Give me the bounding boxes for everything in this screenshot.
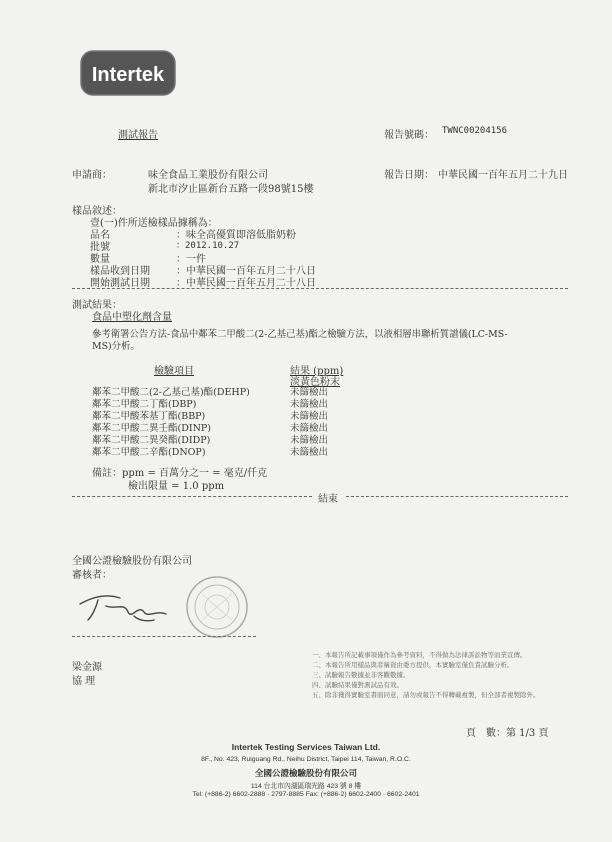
end-marker: 結束 [318, 494, 338, 505]
divider-end-right [346, 496, 568, 497]
page-number: 頁 數：第 1/3 頁 [466, 728, 549, 739]
sample-value-test-start: ：中華民國一百年五月二十八日 [176, 278, 316, 289]
table-row-result: 未篩檢出 [290, 411, 329, 422]
column-header-sample: 淡黃色粉末 [290, 377, 340, 388]
divider-end-left [72, 496, 312, 497]
footer-company-zh: 全國公證檢驗股份有限公司 [254, 768, 357, 778]
remark-units: 備註：ppm = 百萬分之一 = 毫克/仟克 [92, 468, 268, 479]
reviewer-label: 審核者： [72, 570, 112, 581]
sample-label-batch: 批號 [90, 242, 110, 253]
table-row-item: 鄰苯二甲酸二辛酯(DNOP) [92, 447, 206, 458]
report-date-label: 報告日期： [384, 170, 434, 181]
sample-label-product: 品名 [90, 230, 110, 241]
intertek-logo [80, 50, 176, 96]
disclaimer-item: 三、試驗報告數據並非客觀數據。 [312, 671, 410, 679]
report-no-label: 報告號碼： [384, 130, 434, 141]
signer-title: 協 理 [72, 676, 96, 687]
sample-label-test-start: 開始測試日期 [90, 278, 150, 289]
disclaimer-item: 五、除非獲得實驗室書面同意，請勿或報告不得轉載複製，但全部者複製除外。 [312, 691, 540, 699]
table-row-result: 未篩檢出 [290, 423, 329, 434]
doc-type: 測試報告 [118, 130, 158, 141]
report-no: TWNC00204156 [442, 126, 508, 136]
results-subtitle: 食品中塑化劑含量 [92, 312, 172, 323]
logo-text: Intertek [91, 64, 165, 86]
company-seal [184, 574, 250, 640]
signer-name: 梁金源 [72, 662, 102, 673]
table-row-result: 未篩檢出 [290, 387, 329, 398]
disclaimer-item: 四、試驗結果僅對測試品有效。 [312, 681, 403, 689]
divider-top [72, 288, 568, 289]
table-row-item: 鄰苯二甲酸二丁酯(DBP) [92, 399, 197, 410]
signature-company: 全國公證檢驗股份有限公司 [72, 556, 192, 567]
footer-company-en: Intertek Testing Services Taiwan Ltd. [231, 742, 381, 752]
table-row-item: 鄰苯二甲酸苯基丁酯(BBP) [92, 411, 206, 422]
sample-value-product: ：味全高優質即溶低脂奶粉 [176, 230, 296, 241]
sample-label-qty: 數量 [90, 254, 110, 265]
method-line-2: MS)分析。 [92, 341, 140, 352]
signature [76, 590, 170, 624]
signature-line [72, 636, 256, 637]
footer-address-en: 8F., No. 423, Ruiguang Rd., Neihu District, Taipei 114, Taiwan, R.O.C. [201, 756, 411, 763]
sample-value-qty: ：一件 [176, 254, 206, 265]
sample-intro: 壹(一)件所送檢樣品據稱為： [90, 218, 218, 229]
applicant-name: 味全食品工業股份有限公司 [148, 170, 268, 181]
applicant-address: 新北市汐止區新台五路一段98號15樓 [148, 184, 314, 195]
footer-contact: Tel: (+886-2) 6602-2888 · 2797-8885 Fax: (+886-2) 6602-2400 · 6602-2401 [192, 791, 420, 798]
disclaimer-item: 一、本報告所記載事項僅作為參考資料，不得做為法律訴訟物等而業宣傳。 [312, 651, 527, 659]
sample-value-received: ：中華民國一百年五月二十八日 [176, 266, 316, 277]
column-header-result: 結果 (ppm) [290, 366, 344, 377]
sample-section-label: 樣品敘述： [72, 206, 122, 217]
table-row-result: 未篩檢出 [290, 399, 329, 410]
report-date: 中華民國一百年五月二十九日 [438, 170, 568, 181]
remark-detection-limit: 檢出限量 = 1.0 ppm [128, 481, 225, 492]
table-row-item: 鄰苯二甲酸二異壬酯(DINP) [92, 423, 211, 434]
applicant-label: 申請商： [72, 170, 112, 181]
table-row-item: 鄰苯二甲酸二(2-乙基己基)酯(DEHP) [92, 387, 250, 398]
table-row-result: 未篩檢出 [290, 447, 329, 458]
disclaimer-item: 二、本報告所用樣品與者稱資由委方提供，本實驗室僅負責試驗分析。 [312, 661, 514, 669]
sample-label-received: 樣品收到日期 [90, 266, 150, 277]
table-row-result: 未篩檢出 [290, 435, 329, 446]
sample-value-batch: ：2012.10.27 [176, 241, 240, 251]
table-row-item: 鄰苯二甲酸二異癸酯(DIDP) [92, 435, 211, 446]
results-section-label: 測試結果： [72, 300, 122, 311]
column-header-item: 檢驗項目 [154, 366, 194, 377]
method-line-1: 參考衛署公告方法-食品中鄰苯二甲酸二(2-乙基己基)酯之檢驗方法，以液相層串聯析質譜儀(LC-MS- [92, 329, 508, 340]
footer-address-zh: 114 台北市內湖區瑞光路 423 號 8 樓 [250, 783, 362, 790]
